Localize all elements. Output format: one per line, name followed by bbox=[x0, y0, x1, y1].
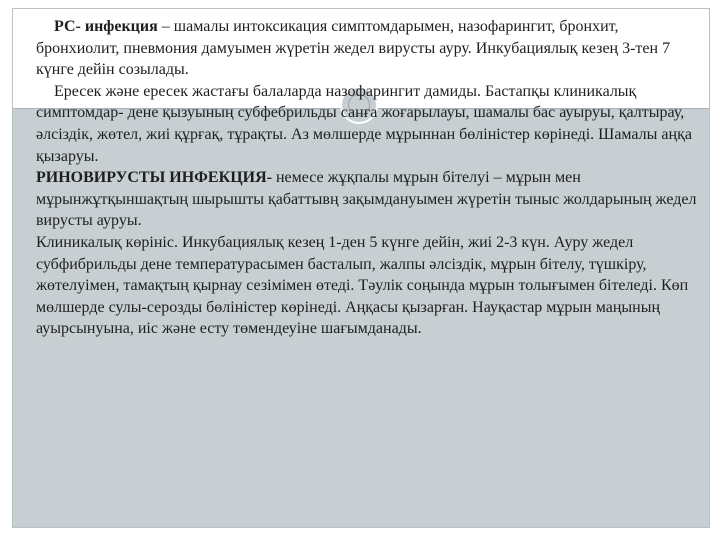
rhinovirus-heading: РИНОВИРУСТЫ ИНФЕКЦИЯ- bbox=[36, 169, 272, 187]
paragraph-rs-infection bbox=[36, 16, 700, 81]
rs-infection-text: – шамалы интоксикация симптомдарымен, назофарингит, бронхит, бронхиолит, пневмония дамуымен жүретін жедел вирусты ауру. Инкубациялық кезең 3-тен 7 күнге дейін созылады. bbox=[36, 18, 671, 79]
paragraph-adults-symptoms: Ересек және ересек жастағы балаларда назофарингит дамиды. Бастапқы клиникалық симптомдар- дене қызуының субфебрильды санға жоғарылауы, шамалы бас ауыруы, қалтырау, әлсіздік, жөтел, жиі құрғақ, тұрақты. Аз мөлшерде мұрыннан бөлiнiстер көрiнедi. Шамалы аңқа қызаруы. bbox=[36, 82, 692, 165]
paragraph-clinical-picture: Клиникалық көрiнiс. Инкубациялық кезең 1-ден 5 күнге дейiн, жиi 2-3 күн. Ауру жедел субфибрильды дене температурасымен басталып, жалпы әлсiздiк, мұрын бiтелу, түшкiру, жөтелуiмен, тамақтың қырнау сезiмiмен өтедi. Тәулiк соңында мұрын толығымен бiтеледi. Көп мөлшерде сулы-серозды бөлiнiстер көрiнедi. Аңқасы қызарған. Науқастар мұрын маңының ауырсынуына, иiс және есту төмендеуiне шағымданады. bbox=[36, 233, 689, 338]
paragraph-rhinovirus bbox=[36, 167, 700, 232]
rhinovirus-text: немесе жұқпалы мұрын бiтелуi – мұрын мен мұрынжұтқыншақтың шырышты қабаттывң зақымдануымен жүретiн тыныс жолдарының жедел вирусты ауруы. bbox=[36, 169, 697, 230]
slide-body-text bbox=[36, 16, 700, 340]
rs-infection-heading: РС- инфекция bbox=[54, 18, 158, 35]
